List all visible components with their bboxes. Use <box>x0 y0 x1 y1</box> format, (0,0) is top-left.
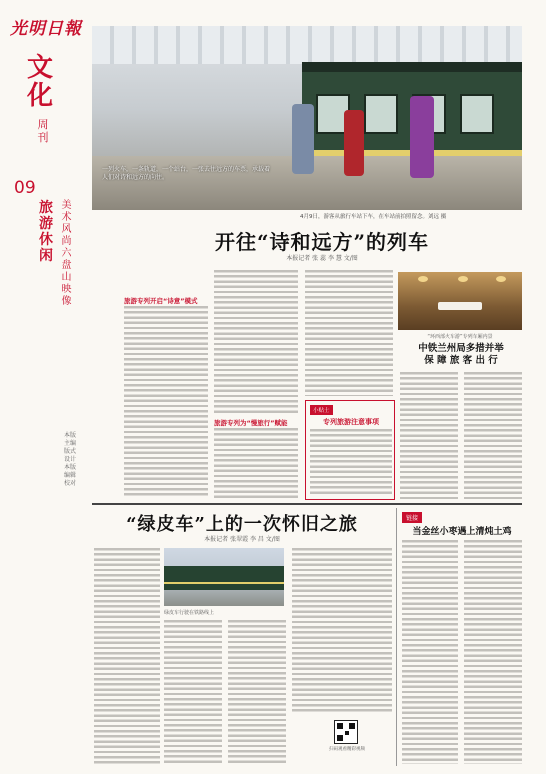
hero-poem: 一列火车，一条轨道，一个站台，一张去往远方的车票，承载着人们对诗和远方的向往。 <box>102 166 271 181</box>
page-subtopics: 美术风尚 六盘山 映像 <box>61 200 72 307</box>
tips-title: 专列旅游注意事项 <box>323 417 379 426</box>
article-subhead: 旅游专列开启“诗意”模式 <box>124 297 198 305</box>
traveler-figure <box>344 110 364 176</box>
side-column <box>400 372 458 500</box>
section-divider <box>92 503 522 505</box>
weekly-label: 周刊 <box>37 118 49 144</box>
lamp-icon <box>458 276 468 282</box>
hero-caption: 4月9日，游客从旅行车站下车，在车站前拍照留念。刘远 摄 <box>300 214 447 220</box>
green-train-photo <box>164 548 284 606</box>
side-headline-line: 中铁兰州局多措并举 <box>418 343 504 354</box>
side-column <box>464 372 522 500</box>
article-column <box>214 270 298 414</box>
article-column <box>228 620 286 764</box>
article-column <box>402 540 458 764</box>
lamp-icon <box>418 276 428 282</box>
main-byline: 本报记者 张 蕊 李 慧 文/图 <box>286 255 358 262</box>
qr-block <box>345 731 349 735</box>
link-tag: 链接 <box>402 512 422 523</box>
article-column <box>464 540 522 764</box>
train-stripe <box>164 582 284 584</box>
editor-credits: 本版主编 版式设计 本版编辑 校对 <box>64 432 77 487</box>
column-rule <box>396 508 397 766</box>
side-headline <box>400 343 522 367</box>
article-subhead: 旅游专列为“慢旅行”赋能 <box>214 419 288 427</box>
masthead <box>10 14 90 39</box>
main-headline: 开往“诗和远方”的列车 <box>214 230 429 254</box>
third-headline: 当金丝小枣遇上清炖土鸡 <box>412 527 512 537</box>
lamp-icon <box>496 276 506 282</box>
second-headline: “绿皮车”上的一次怀旧之旅 <box>126 514 358 535</box>
tips-text <box>310 429 392 495</box>
article-column <box>164 620 222 764</box>
carriage-interior-photo <box>398 272 522 330</box>
page-topic: 旅游休闲 <box>39 200 53 264</box>
article-column <box>292 548 392 714</box>
side-headline-line: 保 障 旅 客 出 行 <box>424 355 498 366</box>
newspaper-logo: 光明日報 <box>10 19 82 39</box>
qr-caption: 扫码观看精彩视频 <box>329 747 365 752</box>
qr-block <box>337 723 343 729</box>
article-column <box>214 428 298 498</box>
article-column <box>124 306 208 498</box>
dining-table <box>438 302 482 310</box>
section-title: 文化 <box>26 53 53 111</box>
station-canopy <box>92 26 522 64</box>
tips-box <box>305 400 395 500</box>
hero-photo <box>92 26 522 210</box>
qr-code[interactable] <box>334 720 358 744</box>
article-column <box>94 548 160 764</box>
qr-block <box>349 723 355 729</box>
train-window <box>460 94 494 134</box>
train-photo-caption: 绿皮车行驶在铁路线上 <box>164 610 215 616</box>
second-byline: 本报记者 张翠霞 李 昌 文/图 <box>204 536 280 543</box>
carriage-photo-caption: “环西部火车游”专列车厢内景 <box>427 334 493 340</box>
train-window <box>364 94 398 134</box>
green-train <box>164 566 284 590</box>
article-column <box>305 270 393 396</box>
qr-block <box>337 735 343 741</box>
traveler-figure <box>410 96 434 178</box>
tips-tag: 小贴士 <box>310 405 333 415</box>
traveler-figure <box>292 104 314 174</box>
issue-number: 09 <box>14 178 36 198</box>
